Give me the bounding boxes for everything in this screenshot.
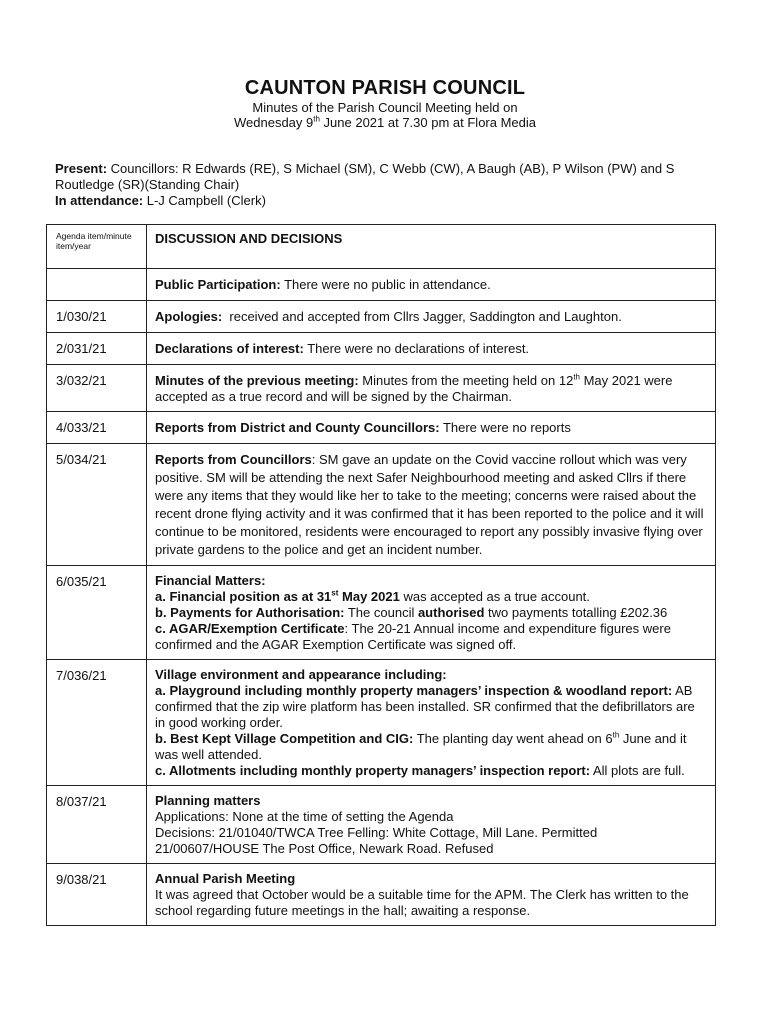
- row-text: It was agreed that October would be a suitable time for the APM. The Clerk has written to the school regarding future meetings in the hall; awaiting a response.: [155, 887, 689, 918]
- financial-item-c: [155, 621, 707, 653]
- row-heading: Village environment and appearance including:: [155, 667, 447, 682]
- financial-a-label: a. Financial position as at 31: [155, 589, 332, 604]
- table-row: [47, 333, 716, 365]
- village-b-suffix: th: [612, 730, 620, 740]
- village-b-label: b. Best Kept Village Competition and CIG:: [155, 731, 414, 746]
- row-content: [147, 566, 716, 660]
- financial-c-text: : The 20-21 Annual income and expenditure figures were confirmed and the AGAR Exemption Certificate was signed off.: [155, 621, 671, 652]
- row-text: There were no public in attendance.: [280, 277, 491, 292]
- row-text: There were no reports: [439, 420, 571, 435]
- table-row: [47, 566, 716, 660]
- row-heading: Public Participation:: [155, 277, 281, 292]
- row-text: There were no declarations of interest.: [303, 341, 530, 356]
- row-text: received and accepted from Cllrs Jagger, Saddington and Laughton.: [222, 309, 622, 324]
- row-heading: Reports from District and County Councillors:: [155, 420, 440, 435]
- attendance-block: [55, 161, 735, 209]
- row-content: [147, 412, 716, 444]
- meeting-subtitle-line1: Minutes of the Parish Council Meeting held on: [252, 100, 518, 115]
- subtitle-venue-text: June 2021 at 7.30 pm at Flora Media: [319, 115, 536, 130]
- row-heading: Reports from Councillors: [155, 452, 312, 467]
- column-header-discussion: DISCUSSION AND DECISIONS: [147, 225, 716, 269]
- table-row: [47, 412, 716, 444]
- village-a-label: a. Playground including monthly property managers’ inspection & woodland report:: [155, 683, 673, 698]
- row-heading: Declarations of interest:: [155, 341, 304, 356]
- row-content: [147, 365, 716, 412]
- table-row: [47, 269, 716, 301]
- village-b-text-end: June and it was well attended.: [155, 731, 687, 762]
- row-content: [147, 269, 716, 301]
- table-row: [47, 365, 716, 412]
- planning-decision-2: 21/00607/HOUSE The Post Office, Newark Road. Refused: [155, 841, 494, 856]
- table-row: [47, 786, 716, 864]
- present-label: Present:: [55, 161, 108, 176]
- table-row: [47, 301, 716, 333]
- row-text: Minutes from the meeting held on 12: [358, 373, 574, 388]
- village-item-c: [155, 763, 707, 779]
- row-item-id: 1/030/21: [47, 301, 147, 333]
- row-text-suffix: th: [573, 372, 580, 382]
- present-line: [55, 161, 735, 193]
- village-item-b: [155, 731, 707, 763]
- village-c-label: c. Allotments including monthly property managers’ inspection report:: [155, 763, 591, 778]
- table-row: [47, 444, 716, 566]
- row-text: : SM gave an update on the Covid vaccine rollout which was very positive. SM will be attending the next Safer Neighbourhood meeting and asked Cllrs if there were any items that they would like her to take to the meeting; concerns were raised about the recent drone flying activity and it was confirmed that it has been reported to the police and it will continue to be monitored, residents were encouraged to report any possibly invasive flying over private gardens to the police and get an incident number.: [155, 452, 704, 557]
- row-heading: Annual Parish Meeting: [155, 871, 296, 886]
- village-b-text: The planting day went ahead on 6: [413, 731, 613, 746]
- financial-a-suffix: st: [331, 588, 339, 598]
- financial-b-emphasis: authorised: [417, 605, 485, 620]
- financial-item-b: [155, 605, 707, 621]
- financial-item-a: [155, 589, 707, 605]
- table-row: [47, 660, 716, 786]
- village-a-text: AB confirmed that the zip wire platform has been installed. SR confirmed that the defibrillators are in good working order.: [155, 683, 695, 730]
- meeting-subtitle-line2: [0, 115, 770, 130]
- village-item-a: [155, 683, 707, 731]
- row-content: [147, 444, 716, 566]
- row-item-id: 6/035/21: [47, 566, 147, 660]
- row-content: [147, 786, 716, 864]
- row-item-id: 9/038/21: [47, 864, 147, 926]
- row-heading: Planning matters: [155, 793, 261, 808]
- subtitle-date-suffix: th: [313, 114, 320, 124]
- financial-c-label: c. AGAR/Exemption Certificate: [155, 621, 345, 636]
- row-item-id: 7/036/21: [47, 660, 147, 786]
- row-heading: Apologies:: [155, 309, 223, 324]
- planning-applications: Applications: None at the time of setting the Agenda: [155, 809, 454, 824]
- table-row: [47, 864, 716, 926]
- row-item-id: 4/033/21: [47, 412, 147, 444]
- financial-b-text-end: two payments totalling £202.36: [484, 605, 668, 620]
- row-heading: Financial Matters:: [155, 573, 266, 588]
- row-content: [147, 301, 716, 333]
- row-item-id: 8/037/21: [47, 786, 147, 864]
- financial-b-label: b. Payments for Authorisation:: [155, 605, 345, 620]
- row-content: [147, 333, 716, 365]
- village-c-text: All plots are full.: [590, 763, 685, 778]
- in-attendance-line: [55, 193, 735, 209]
- row-item-id: 5/034/21: [47, 444, 147, 566]
- row-content: [147, 660, 716, 786]
- row-item-id: 2/031/21: [47, 333, 147, 365]
- financial-a-label-end: May 2021: [338, 589, 400, 604]
- document-title: CAUNTON PARISH COUNCIL: [244, 77, 526, 99]
- planning-decision-1: Decisions: 21/01040/TWCA Tree Felling: White Cottage, Mill Lane. Permitted: [155, 825, 598, 840]
- present-text: Councillors: R Edwards (RE), S Michael (SM), C Webb (CW), A Baugh (AB), P Wilson (PW) and S Routledge (SR)(Standing Chair): [55, 161, 675, 192]
- row-heading: Minutes of the previous meeting:: [155, 373, 359, 388]
- row-item-id: 3/032/21: [47, 365, 147, 412]
- minutes-table: [46, 224, 716, 926]
- column-header-item: Agenda item/minute item/year: [47, 225, 147, 269]
- row-content: [147, 864, 716, 926]
- financial-a-text: was accepted as a true account.: [399, 589, 590, 604]
- table-header-row: [47, 225, 716, 269]
- financial-b-text: The council: [344, 605, 418, 620]
- subtitle-date-text: Wednesday 9: [233, 115, 314, 130]
- row-item-id: [47, 269, 147, 301]
- row-text: May 2021 were accepted as a true record and will be signed by the Chairman.: [155, 373, 673, 404]
- in-attendance-label: In attendance:: [55, 193, 144, 208]
- in-attendance-text: L-J Campbell (Clerk): [143, 193, 266, 208]
